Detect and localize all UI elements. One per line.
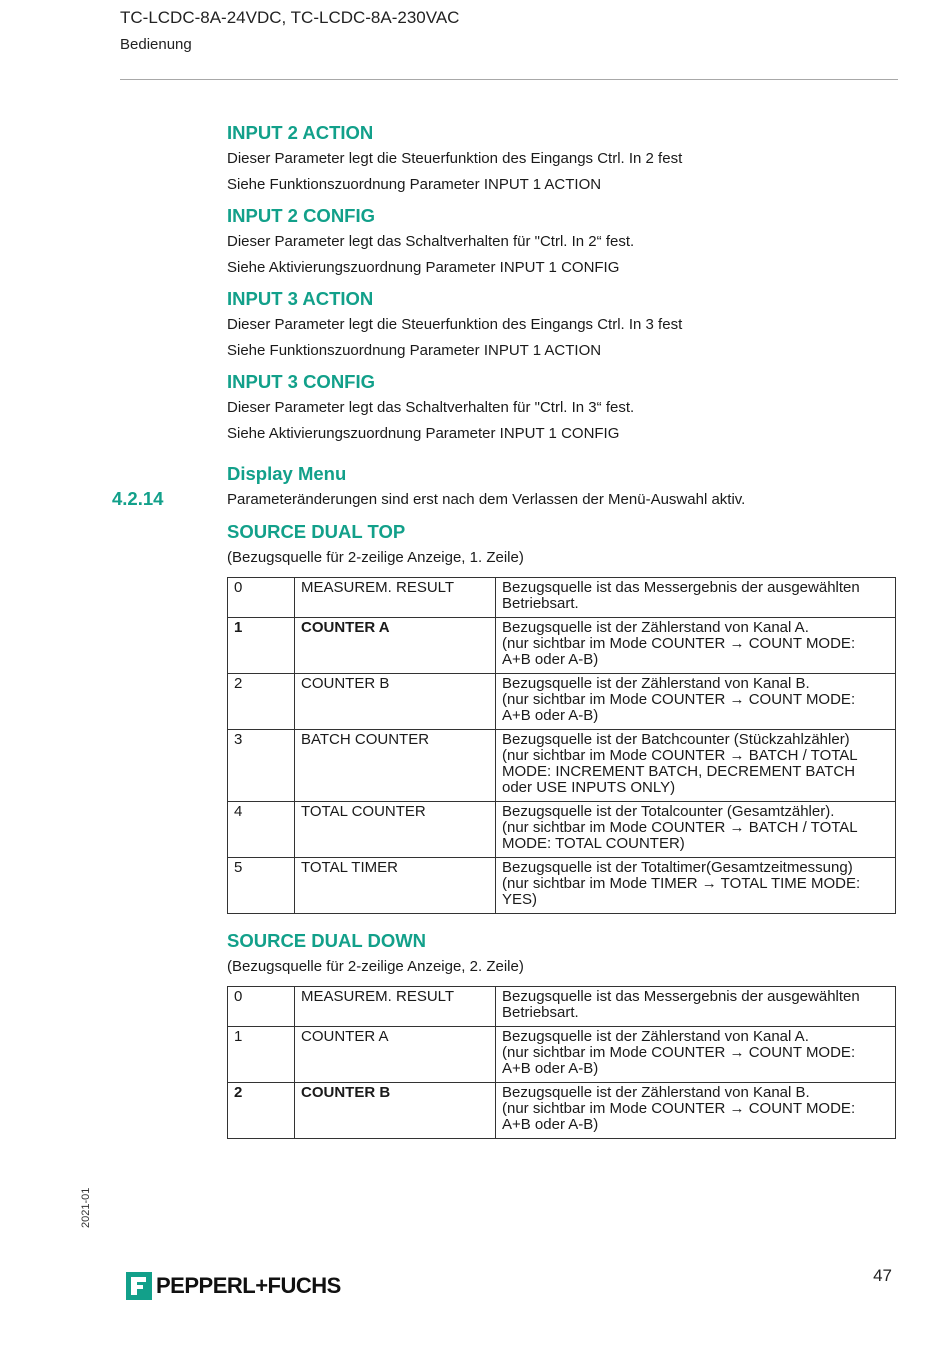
row-description [496,578,896,618]
source-dual-top-caption: (Bezugsquelle für 2-zeilige Anzeige, 1. Zeile) [227,549,524,566]
description-line: (nur sichtbar im Mode TIMER → TOTAL TIME MODE: [502,875,861,892]
table-row [228,1027,896,1083]
param-reference: Siehe Funktionszuordnung Parameter INPUT 1 ACTION [227,176,602,193]
row-number: 5 [228,858,295,914]
row-description [496,1083,896,1139]
description-line: Bezugsquelle ist der Zählerstand von Kanal B. [502,675,810,692]
row-description [496,618,896,674]
row-description [496,1027,896,1083]
description-line: Bezugsquelle ist das Messergebnis der ausgewählten [502,579,860,596]
row-option-name: COUNTER A [295,1027,496,1083]
row-option-name: TOTAL COUNTER [295,802,496,858]
source-dual-top-table [227,577,896,914]
row-option-name: TOTAL TIMER [295,858,496,914]
pf-logo-icon [126,1272,152,1300]
table-row [228,802,896,858]
row-description [496,858,896,914]
row-number: 0 [228,987,295,1027]
param-reference: Siehe Aktivierungszuordnung Parameter INPUT 1 CONFIG [227,259,620,276]
row-description [496,674,896,730]
param-title: INPUT 2 CONFIG [227,205,376,226]
param-description: Dieser Parameter legt das Schaltverhalten für "Ctrl. In 3“ fest. [227,399,635,416]
page-number: 47 [873,1266,892,1285]
param-reference: Siehe Funktionszuordnung Parameter INPUT 1 ACTION [227,342,602,359]
section-number: 4.2.14 [112,488,164,509]
param-title: INPUT 3 CONFIG [227,371,376,392]
description-line: MODE: INCREMENT BATCH, DECREMENT BATCH [502,763,856,780]
row-description [496,802,896,858]
description-line: Betriebsart. [502,1004,579,1021]
table-row [228,1083,896,1139]
description-line: (nur sichtbar im Mode COUNTER → COUNT MODE: [502,635,856,652]
description-line: MODE: TOTAL COUNTER) [502,835,685,852]
section-intro: Parameteränderungen sind erst nach dem Verlassen der Menü-Auswahl aktiv. [227,491,746,508]
param-input3-config [227,369,897,447]
param-input3-action [227,286,897,364]
table-row [228,730,896,802]
row-number: 3 [228,730,295,802]
source-dual-down-table [227,986,896,1139]
row-option-name: MEASUREM. RESULT [295,987,496,1027]
section-title: Display Menu [227,463,347,484]
param-description: Dieser Parameter legt die Steuerfunktion des Eingangs Ctrl. In 2 fest [227,150,683,167]
description-line: (nur sichtbar im Mode COUNTER → BATCH / TOTAL [502,819,858,836]
row-option-name: COUNTER A [295,618,496,674]
row-option-name: COUNTER B [295,1083,496,1139]
description-line: (nur sichtbar im Mode COUNTER → COUNT MODE: [502,1044,856,1061]
param-input2-config [227,203,897,281]
row-option-name: MEASUREM. RESULT [295,578,496,618]
description-line: (nur sichtbar im Mode COUNTER → COUNT MODE: [502,691,856,708]
description-line: Bezugsquelle ist der Totalcounter (Gesamtzähler). [502,803,835,820]
brand-logo [126,1271,341,1301]
description-line: A+B oder A-B) [502,651,599,668]
header-divider [120,79,898,80]
param-title: INPUT 3 ACTION [227,288,374,309]
param-description: Dieser Parameter legt das Schaltverhalten für "Ctrl. In 2“ fest. [227,233,635,250]
param-reference: Siehe Aktivierungszuordnung Parameter INPUT 1 CONFIG [227,425,620,442]
table-row [228,987,896,1027]
source-dual-top-title: SOURCE DUAL TOP [227,521,406,542]
table-row [228,674,896,730]
description-line: Bezugsquelle ist das Messergebnis der ausgewählten [502,988,860,1005]
table-row [228,858,896,914]
revision-date: 2021-01 [80,1187,92,1228]
description-line: Bezugsquelle ist der Zählerstand von Kanal A. [502,1028,809,1045]
description-line: Bezugsquelle ist der Zählerstand von Kanal A. [502,619,809,636]
source-dual-down-title: SOURCE DUAL DOWN [227,930,427,951]
description-line: A+B oder A-B) [502,707,599,724]
description-line: YES) [502,891,538,908]
row-number: 2 [228,674,295,730]
row-number: 2 [228,1083,295,1139]
description-line: (nur sichtbar im Mode COUNTER → BATCH / TOTAL [502,747,858,764]
param-title: INPUT 2 ACTION [227,122,374,143]
description-line: oder USE INPUTS ONLY) [502,779,676,796]
document-title: TC-LCDC-8A-24VDC, TC-LCDC-8A-230VAC [120,8,460,27]
table-row [228,578,896,618]
table-row [228,618,896,674]
row-option-name: COUNTER B [295,674,496,730]
row-number: 1 [228,618,295,674]
description-line: Bezugsquelle ist der Zählerstand von Kanal B. [502,1084,810,1101]
description-line: A+B oder A-B) [502,1116,599,1133]
param-input2-action [227,120,897,198]
row-number: 1 [228,1027,295,1083]
row-number: 4 [228,802,295,858]
description-line: Betriebsart. [502,595,579,612]
page-content [227,120,897,1139]
row-description [496,987,896,1027]
description-line: Bezugsquelle ist der Batchcounter (Stückzahlzähler) [502,731,850,748]
row-option-name: BATCH COUNTER [295,730,496,802]
param-description: Dieser Parameter legt die Steuerfunktion des Eingangs Ctrl. In 3 fest [227,316,683,333]
source-dual-down-caption: (Bezugsquelle für 2-zeilige Anzeige, 2. Zeile) [227,958,524,975]
brand-name: PEPPERL+FUCHS [156,1273,341,1298]
description-line: A+B oder A-B) [502,1060,599,1077]
row-number: 0 [228,578,295,618]
description-line: (nur sichtbar im Mode COUNTER → COUNT MODE: [502,1100,856,1117]
chapter-name: Bedienung [120,36,192,53]
description-line: Bezugsquelle ist der Totaltimer(Gesamtzeitmessung) [502,859,853,876]
row-description [496,730,896,802]
